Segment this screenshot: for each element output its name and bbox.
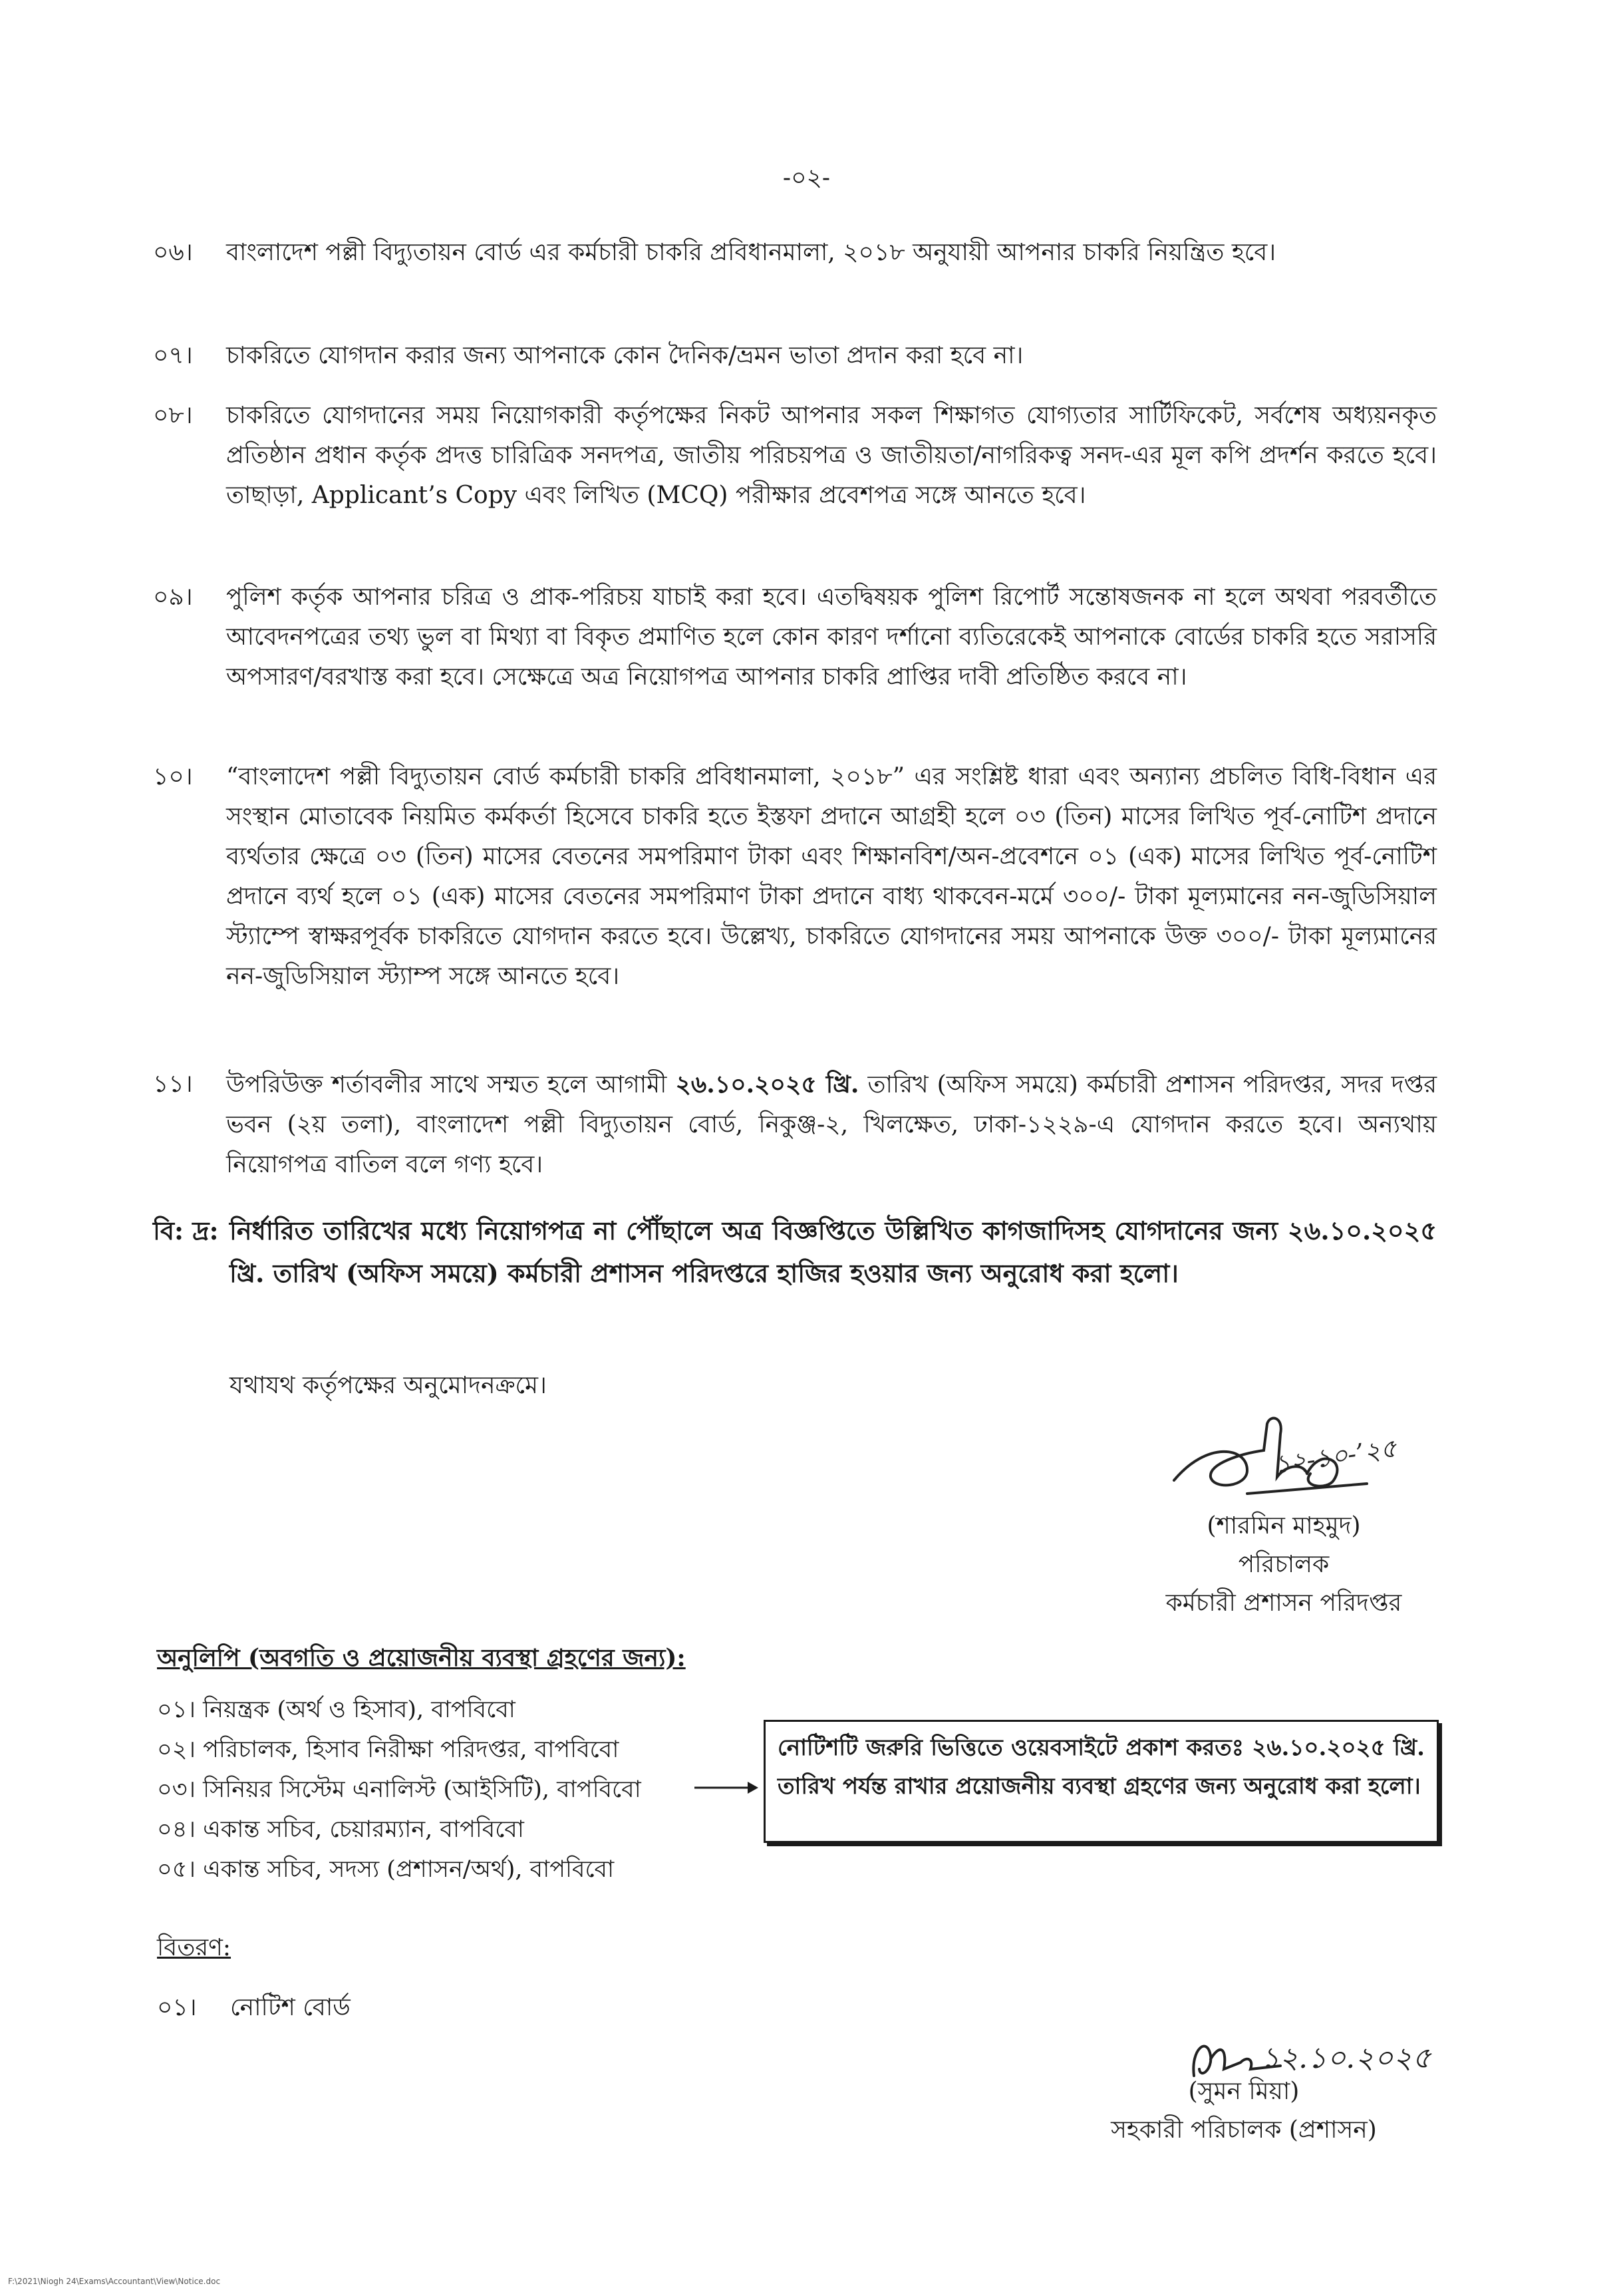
clause-number: ০৭।	[153, 342, 193, 369]
clause-text: চাকরিতে যোগদান করার জন্য আপনাকে কোন দৈনিক/ভ্রমন ভাতা প্রদান করা হবে না।	[226, 342, 1024, 369]
clause-text: বাংলাদেশ পল্লী বিদ্যুতায়ন বোর্ড এর কর্মচারী চাকরি প্রবিধানমালা, ২০১৮ অনুযায়ী আপনার চাকরি নিয়ন্ত্রিত হবে।	[226, 239, 1276, 266]
footer-file-path: F:\2021\Niogh 24\Exams\Accountant\View\Notice.doc	[8, 2277, 221, 2286]
signature-2-date: ১২.১০.২০২৫	[1260, 2041, 1431, 2075]
clause-number: ০৯।	[153, 583, 193, 611]
signatory-1-designation: পরিচালক	[1238, 1551, 1330, 1578]
approval-line: যথাযথ কর্তৃপক্ষের অনুমোদনক্রমে।	[229, 1372, 547, 1399]
note-label: বি: দ্র:	[153, 1216, 219, 1245]
clause-11	[153, 1065, 1437, 1185]
clause-09	[153, 577, 1437, 697]
note-text: নির্ধারিত তারিখের মধ্যে নিয়োগপত্র না পৌঁছালে অত্র বিজ্ঞপ্তিতে উল্লিখিত কাগজাদিসহ যোগদানের জন্য ২৬.১০.২০২৫ খ্রি. তারিখ (অফিস সময়ে) কর্মচারী প্রশাসন পরিদপ্তরে হাজির হওয়ার জন্য অনুরোধ করা হলো।	[229, 1216, 1437, 1288]
signatory-1-department: কর্মচারী প্রশাসন পরিদপ্তর	[1165, 1589, 1402, 1617]
joining-date: ২৬.১০.২০২৫ খ্রি.	[675, 1070, 859, 1098]
clause-text-start: উপরিউক্ত শর্তাবলীর সাথে সম্মত হলে আগামী	[226, 1071, 676, 1098]
special-note	[153, 1210, 1437, 1295]
clause-number: ০৮।	[153, 402, 193, 429]
clause-text	[226, 1065, 1437, 1185]
clause-number: ১০।	[153, 763, 193, 790]
notice-box: নোটিশটি জরুরি ভিত্তিতে ওয়েবসাইটে প্রকাশ করতঃ ২৬.১০.২০২৫ খ্রি. তারিখ পর্যন্ত রাখার প্রয়োজনীয় ব্যবস্থা গ্রহণের জন্য অনুরোধ করা হলো।	[764, 1720, 1439, 1843]
clause-text-end: তারিখ (অফিস সময়ে) কর্মচারী প্রশাসন পরিদপ্তর, সদর দপ্তর ভবন (২য় তলা), বাংলাদেশ পল্লী বিদ্যুতায়ন বোর্ড, নিকুঞ্জ-২, খিলক্ষেত, ঢাকা-১২২৯-এ যোগদান করতে হবে। অন্যথায় নিয়োগপত্র বাতিল বলে গণ্য হবে।	[226, 1071, 1437, 1178]
clause-text: চাকরিতে যোগদানের সময় নিয়োগকারী কর্তৃপক্ষের নিকট আপনার সকল শিক্ষাগত যোগ্যতার সার্টিফিকেট, সর্বশেষ অধ্যয়নকৃত প্রতিষ্ঠান প্রধান কর্তৃক প্রদত্ত চারিত্রিক সনদপত্র, জাতীয় পরিচয়পত্র ও জাতীয়তা/নাগরিকত্ব সনদ-এর মূল কপি প্রদর্শন করতে হবে। তাছাড়া, Applicant’s Copy এবং লিখিত (MCQ) পরীক্ষার প্রবেশপত্র সঙ্গে আনতে হবে।	[226, 402, 1437, 509]
copy-item: ০১। নিয়ন্ত্রক (অর্থ ও হিসাব), বাপবিবো	[157, 1697, 515, 1723]
distribution-heading: বিতরণ:	[157, 1934, 231, 1961]
clause-08	[153, 396, 1437, 516]
signatory-2-designation: সহকারী পরিচালক (প্রশাসন)	[1111, 2116, 1377, 2144]
signature-1-date: ১২-১০-’২৫	[1272, 1433, 1399, 1480]
copy-list	[157, 1690, 641, 1889]
clause-text: “বাংলাদেশ পল্লী বিদ্যুতায়ন বোর্ড কর্মচারী চাকরি প্রবিধানমালা, ২০১৮” এর সংশ্লিষ্ট ধারা এবং অন্যান্য প্রচলিত বিধি-বিধান এর সংস্থান মোতাবেক নিয়মিত কর্মকর্তা হিসেবে চাকরি হতে ইস্তফা প্রদানে আগ্রহী হলে ০৩ (তিন) মাসের লিখিত পূর্ব-নোটিশ প্রদানে ব্যর্থতার ক্ষেত্রে ০৩ (তিন) মাসের বেতনের সমপরিমাণ টাকা এবং শিক্ষানবিশ/অন-প্রবেশনে ০১ (এক) মাসের লিখিত পূর্ব-নোটিশ প্রদানে ব্যর্থ হলে ০১ (এক) মাসের বেতনের সমপরিমাণ টাকা প্রদানে বাধ্য থাকবেন-মর্মে ৩০০/- টাকা মূল্যমানের নন-জুডিসিয়াল স্ট্যাম্পে স্বাক্ষরপূর্বক চাকরিতে যোগদান করতে হবে। উল্লেখ্য, চাকরিতে যোগদানের সময় আপনাকে উক্ত ৩০০/- টাকা মূল্যমানের নন-জুডিসিয়াল স্ট্যাম্প সঙ্গে আনতে হবে।	[226, 763, 1437, 990]
signatory-1	[1117, 1507, 1450, 1623]
distribution-item-text: নোটিশ বোর্ড	[230, 1994, 351, 2021]
signatory-2	[1078, 2072, 1410, 2150]
distribution-item-number: ০১।	[157, 1994, 197, 2021]
copy-item: ০৩। সিনিয়র সিস্টেম এনালিস্ট (আইসিটি), বাপবিবো	[157, 1776, 641, 1803]
copy-item: ০৪। একান্ত সচিব, চেয়ারম্যান, বাপবিবো	[157, 1816, 524, 1843]
copy-item: ০২। পরিচালক, হিসাব নিরীক্ষা পরিদপ্তর, বাপবিবো	[157, 1736, 619, 1763]
clause-number: ০৬।	[153, 239, 193, 266]
copy-heading: অনুলিপি (অবগতি ও প্রয়োজনীয় ব্যবস্থা গ্রহণের জন্য):	[157, 1644, 686, 1672]
clause-07	[153, 336, 1437, 376]
clause-text: পুলিশ কর্তৃক আপনার চরিত্র ও প্রাক-পরিচয় যাচাই করা হবে। এতদ্বিষয়ক পুলিশ রিপোর্ট সন্তোষজনক না হলে অথবা পরবর্তীতে আবেদনপত্রের তথ্য ভুল বা মিথ্যা বা বিকৃত প্রমাণিত হলে কোন কারণ দর্শানো ব্যতিরেকেই আপনাকে বোর্ডের চাকরি হতে সরাসরি অপসারণ/বরখাস্ত করা হবে। সেক্ষেত্রে অত্র নিয়োগপত্র আপনার চাকরি প্রাপ্তির দাবী প্রতিষ্ঠিত করবে না।	[226, 583, 1437, 691]
signatory-2-name: (সুমন মিয়া)	[1188, 2078, 1300, 2105]
distribution-item	[157, 1989, 351, 2029]
clause-06	[153, 233, 1437, 273]
page-number: -০২-	[782, 164, 831, 192]
copy-item: ০৫। একান্ত সচিব, সদস্য (প্রশাসন/অর্থ), বাপবিবো	[157, 1856, 615, 1883]
clause-10	[153, 757, 1437, 997]
signatory-1-name: (শারমিন মাহমুদ)	[1207, 1512, 1361, 1540]
arrow-right-icon	[693, 1778, 760, 1798]
clause-number: ১১।	[153, 1070, 193, 1098]
